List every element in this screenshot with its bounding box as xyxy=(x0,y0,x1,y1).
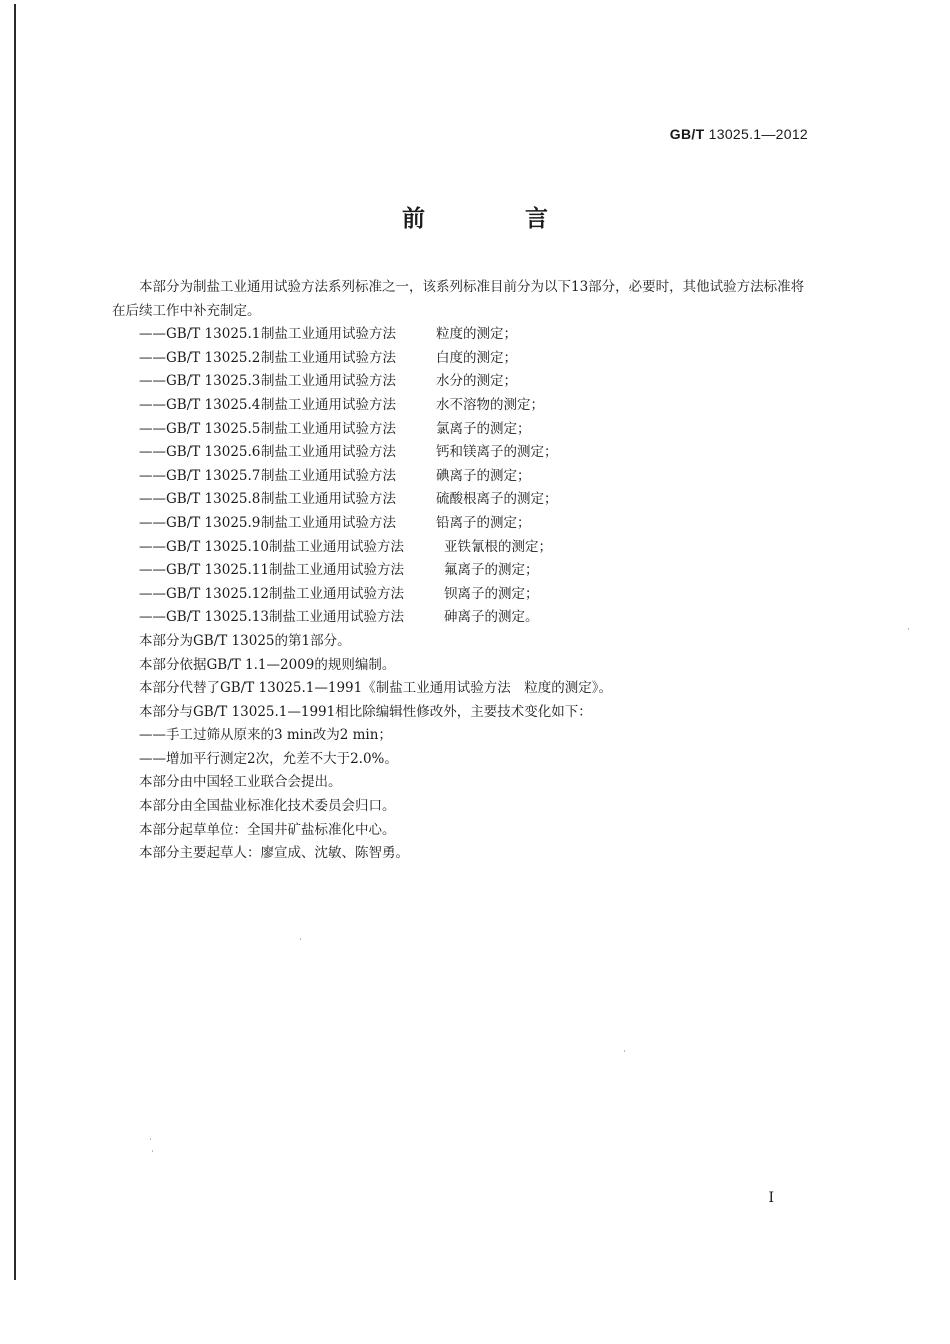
page-number: I xyxy=(768,1190,774,1206)
list-item: ——GB/T 13025.3制盐工业通用试验方法 水分的测定； xyxy=(139,373,517,390)
paragraph-proposed-by: 本部分由中国轻工业联合会提出。 xyxy=(139,774,342,791)
parts-list xyxy=(112,323,812,630)
paragraph-replaces: 本部分代替了GB/T 13025.1—1991《制盐工业通用试验方法 粒度的测定》。 xyxy=(139,680,612,697)
list-item: ——GB/T 13025.7制盐工业通用试验方法 碘离子的测定； xyxy=(139,467,531,484)
change-item: ——增加平行测定2次，允差不大于2.0%。 xyxy=(139,750,398,767)
change-item: ——手工过筛从原来的3 min改为2 min； xyxy=(139,727,392,744)
standard-id: 13025.1—2012 xyxy=(708,126,808,142)
scan-speck xyxy=(624,1050,625,1052)
list-item: ——GB/T 13025.8制盐工业通用试验方法 硫酸根离子的测定； xyxy=(139,491,558,508)
scan-speck xyxy=(908,628,909,630)
scan-edge-rule xyxy=(14,4,16,1280)
paragraph-part-number: 本部分为GB/T 13025的第1部分。 xyxy=(139,632,351,649)
list-item: ——GB/T 13025.12制盐工业通用试验方法 钡离子的测定； xyxy=(139,585,539,602)
scan-speck xyxy=(152,1150,153,1152)
list-item: ——GB/T 13025.9制盐工业通用试验方法 铅离子的测定； xyxy=(139,514,531,531)
list-item: ——GB/T 13025.13制盐工业通用试验方法 砷离子的测定。 xyxy=(139,609,539,626)
list-item: ——GB/T 13025.10制盐工业通用试验方法 亚铁氰根的测定； xyxy=(139,538,552,555)
scan-speck xyxy=(300,938,301,940)
foreword-body xyxy=(112,276,812,866)
list-item: ——GB/T 13025.6制盐工业通用试验方法 钙和镁离子的测定； xyxy=(139,444,558,461)
list-item: ——GB/T 13025.5制盐工业通用试验方法 氯离子的测定； xyxy=(139,420,531,437)
list-item: ——GB/T 13025.2制盐工业通用试验方法 白度的测定； xyxy=(139,349,517,366)
paragraph-drafting-unit: 本部分起草单位：全国井矿盐标准化中心。 xyxy=(139,821,396,838)
paragraph-under-jurisdiction: 本部分由全国盐业标准化技术委员会归口。 xyxy=(139,798,396,815)
list-item: ——GB/T 13025.4制盐工业通用试验方法 水不溶物的测定； xyxy=(139,396,544,413)
scan-speck xyxy=(150,1138,151,1140)
paragraph-drafting-rules: 本部分依据GB/T 1.1—2009的规则编制。 xyxy=(139,656,396,673)
standard-prefix: GB/T xyxy=(669,126,705,142)
standard-number xyxy=(670,126,808,142)
list-item: ——GB/T 13025.11制盐工业通用试验方法 氟离子的测定； xyxy=(139,562,539,579)
paragraph-changes-intro: 本部分与GB/T 13025.1—1991相比除编辑性修改外，主要技术变化如下： xyxy=(139,703,592,720)
intro-paragraph: 本部分为制盐工业通用试验方法系列标准之一，该系列标准目前分为以下13部分，必要时，其他试验方法标准将在后续工作中补充制定。 xyxy=(112,279,805,319)
paragraph-drafters: 本部分主要起草人：廖宣成、沈敏、陈智勇。 xyxy=(139,845,409,862)
list-item: ——GB/T 13025.1制盐工业通用试验方法 粒度的测定； xyxy=(139,326,517,343)
page-title: 前 言 xyxy=(401,205,594,232)
